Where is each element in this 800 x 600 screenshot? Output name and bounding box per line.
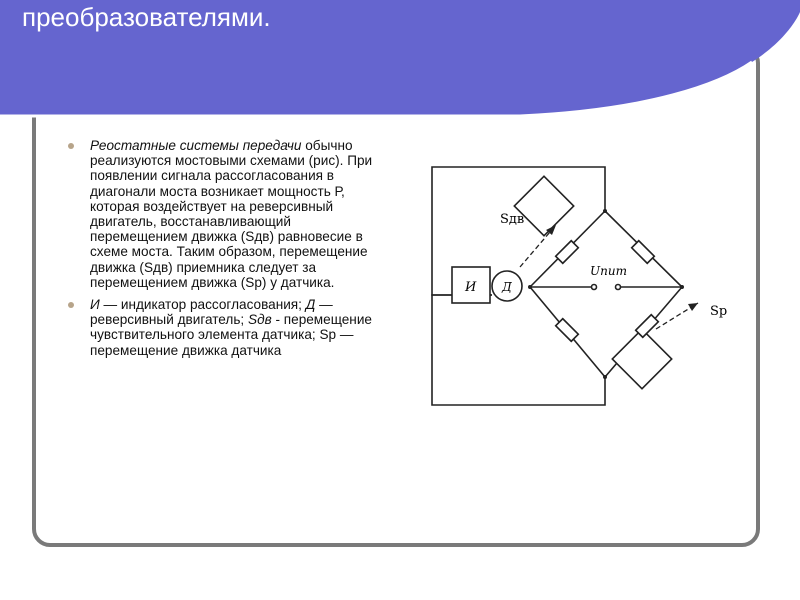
bullet-marker — [68, 143, 74, 149]
resistor-lower-left — [556, 319, 579, 342]
bullet-paragraph-2 — [68, 297, 386, 358]
wire-bottom-loop — [432, 295, 605, 405]
motor-label: Д — [502, 280, 512, 294]
sp-label: Sр — [710, 304, 728, 319]
bridge-circuit-diagram — [420, 155, 760, 415]
symbol-indicator: И — [90, 297, 100, 313]
bullet-paragraph-1 — [68, 138, 386, 290]
paragraph-1-body: обычно реализуются мостовыми схемами (рис). При появлении сигнала рассогласования в диагонали моста возникает мощность Р, которая воздействует на реверсивный двигатель, восстанавливающий перемещением движка (Sдв) равновесие в схеме моста. Таким образом, перемещение движка (Sдв) приемника следует за перемещением движка (Sр) у датчика. — [90, 138, 373, 290]
indicator-description: — индикатор рассогласования; — [99, 297, 302, 313]
indicator-label: И — [465, 280, 477, 295]
sdv-label: Sдв — [500, 212, 525, 227]
bullet-marker — [68, 302, 74, 308]
slide-title: преобразователями. — [22, 2, 271, 32]
paragraph-1-lead: Реостатные системы передачи — [90, 138, 302, 153]
upit-label: Uпит — [590, 264, 627, 278]
resistor-upper-right — [632, 241, 655, 264]
resistor-lower-right — [636, 315, 659, 338]
symbol-motor: Д — [305, 297, 316, 313]
symbol-sdv: Sдв — [248, 312, 272, 328]
motor-description: — реверсивный двигатель; — [90, 297, 333, 328]
sensor-slider-box — [612, 329, 671, 388]
slide-content — [68, 138, 386, 365]
resistor-upper-left — [556, 241, 579, 264]
sdv-description: - перемещение чувствительного элемента датчика; Sр — перемещение движка датчика — [90, 312, 372, 358]
